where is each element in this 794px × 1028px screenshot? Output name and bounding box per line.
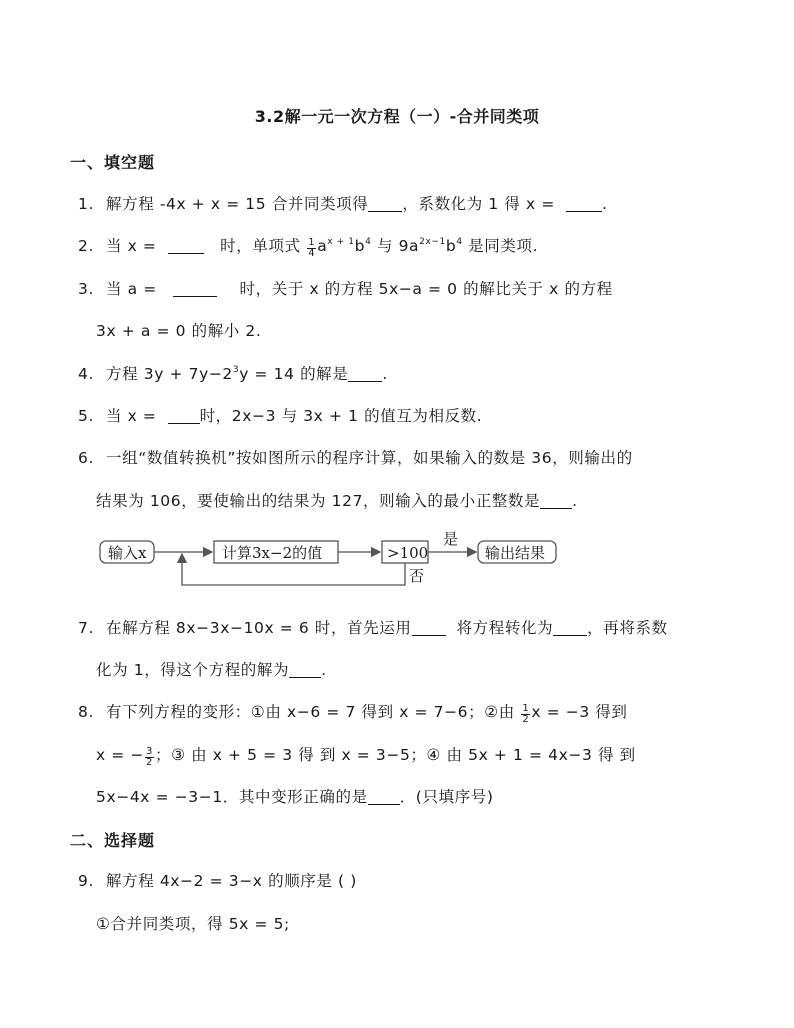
question-1	[78, 192, 608, 216]
section-heading-fill-in: 一、填空题	[70, 153, 156, 172]
question-4: 4. 方程 $3y + 7y-2^3y = 14$ 的解是 .	[78, 362, 388, 386]
question-5: 5. 当 x = 时，2x−3 与 3x + 1 的值互为相反数.	[78, 404, 482, 428]
answer-blank[interactable]	[566, 195, 602, 212]
answer-blank[interactable]	[289, 661, 321, 678]
q2-text-a: 当 x =	[106, 237, 157, 255]
question-7: 7. 在解方程 8x−3x−10x = 6 时，首先运用 将方程转化为 ，再将系数	[78, 616, 668, 640]
flow-yes-label: 是	[443, 530, 459, 548]
answer-blank[interactable]	[368, 788, 400, 805]
q1-text-c: .	[601, 195, 608, 213]
question-7-cont: 化为 1，得这个方程的解为 .	[96, 661, 327, 679]
question-number: 4.	[78, 365, 94, 383]
flow-no-label: 否	[409, 567, 425, 585]
question-number: 1.	[78, 195, 94, 213]
q1-text-a: 解方程 -4x + x = 15 合并同类项得	[106, 195, 369, 213]
fraction: $\frac{1}{2}$	[522, 703, 530, 725]
q9-step-1: ①合并同类项，得 5x = 5;	[96, 915, 290, 933]
question-number: 9.	[78, 872, 94, 890]
q3-text-a: 当 a =	[106, 280, 157, 298]
answer-blank[interactable]	[168, 237, 204, 254]
answer-blank[interactable]	[348, 365, 382, 382]
question-number: 8.	[78, 703, 94, 721]
question-number: 2.	[78, 237, 94, 255]
page-title: 3.2解一元一次方程（一）-合并同类项	[254, 107, 540, 126]
section-heading-choice: 二、选择题	[70, 831, 156, 850]
question-number: 6.	[78, 449, 94, 467]
flow-input-label: 输入x	[108, 544, 147, 562]
q3-text-c: 3x + a = 0 的解小 2.	[96, 322, 262, 340]
flow-compare-label: >100	[387, 544, 429, 562]
q2-text-b: 时，单项式	[220, 237, 301, 255]
question-number: 5.	[78, 407, 94, 425]
question-9: 9. 解方程 4x−2 = 3−x 的顺序是 ( )	[78, 869, 357, 893]
question-8-cont2: 5x−4x = −3−1．其中变形正确的是 ．(只填序号)	[96, 788, 494, 806]
fraction: $\frac{3}{2}$	[146, 746, 153, 768]
flow-compute-label: 计算3x−2的值	[222, 544, 323, 562]
fraction: $\frac{1}{4}$	[308, 237, 316, 259]
question-number: 3.	[78, 280, 94, 298]
answer-blank[interactable]	[368, 195, 402, 212]
question-6: 6. 一组“数值转换机”按如图所示的程序计算，如果输入的数是 36，则输出的	[78, 446, 633, 470]
q3-text-b: 时，关于 x 的方程 5x−a = 0 的解比关于 x 的方程	[239, 280, 613, 298]
answer-blank[interactable]	[168, 407, 200, 424]
flowchart	[96, 527, 566, 589]
question-number: 7.	[78, 619, 94, 637]
question-6-cont: 结果为 106，要使输出的结果为 127，则输入的最小正整数是 .	[96, 492, 578, 510]
answer-blank[interactable]	[540, 492, 572, 509]
question-2: 2. 当 x = 时，单项式 $\frac{1}{4}$ $a^{x + 1}b^4$ 与 $9a^{2x-1}b^4$ 是同类项.	[78, 234, 538, 258]
question-8-cont: x = − $\frac{3}{2}$ ；③ 由 x + 5 = 3 得 到 x = 3−5；④ 由 5x + 1 = 4x−3 得 到	[96, 746, 636, 768]
flow-output-label: 输出结果	[485, 544, 546, 562]
question-3	[78, 277, 613, 301]
question-8: 8. 有下列方程的变形：①由 x−6 = 7 得到 x = 7−6；②由 $\frac{1}{2}$ x = −3 得到	[78, 700, 628, 724]
answer-blank[interactable]	[553, 619, 587, 636]
q1-text-b: ，系数化为 1 得 x =	[402, 195, 555, 213]
answer-blank[interactable]	[173, 280, 217, 297]
answer-blank[interactable]	[412, 619, 446, 636]
